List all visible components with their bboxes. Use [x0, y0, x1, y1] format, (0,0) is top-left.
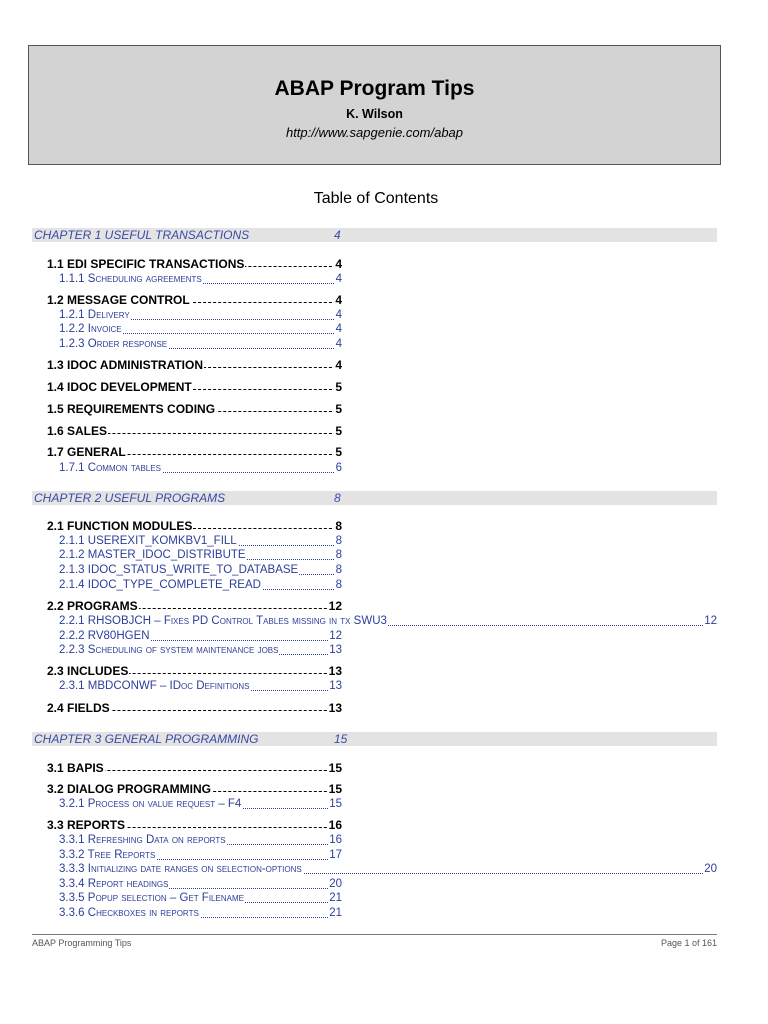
toc-section-entry[interactable] — [47, 402, 342, 417]
toc-entry-page: 5 — [335, 445, 342, 459]
toc-entry-title: 2.4 FIELDS — [47, 701, 110, 715]
footer-title: ABAP Programming Tips — [32, 938, 132, 948]
toc-entry-page: 8 — [335, 549, 342, 561]
toc-entry-page: 4 — [335, 309, 342, 321]
toc-subsection-entry[interactable] — [59, 273, 342, 286]
toc-entry-page: 6 — [335, 462, 342, 474]
toc-subsection-entry[interactable] — [59, 680, 342, 693]
toc-entry-page: 4 — [335, 257, 342, 271]
toc-entry-page: 12 — [704, 615, 717, 627]
toc-entry-title: 2.2 PROGRAMS — [47, 599, 138, 613]
toc-section-entry[interactable] — [47, 257, 342, 272]
toc-section-entry[interactable] — [47, 818, 342, 833]
toc-entry-page: 13 — [329, 644, 342, 656]
toc-entry-title: 1.2.2 Invoice — [59, 323, 122, 335]
toc-entry-page: 16 — [329, 834, 342, 846]
document-author: K. Wilson — [346, 107, 403, 121]
toc-chapter-entry[interactable] — [32, 491, 717, 505]
toc-subsection-entry[interactable] — [59, 535, 342, 548]
toc-subsection-entry[interactable] — [59, 564, 342, 577]
toc-entry-title: 2.1 FUNCTION MODULES — [47, 519, 193, 533]
toc-subsection-entry[interactable] — [59, 579, 342, 592]
document-title: ABAP Program Tips — [274, 77, 475, 100]
toc-entry-page: 12 — [328, 599, 342, 613]
toc-subsection-entry[interactable] — [59, 549, 342, 562]
toc-section-entry[interactable] — [47, 782, 342, 797]
toc-entry-page: 8 — [335, 535, 342, 547]
toc-entry-page: 20 — [329, 878, 342, 890]
toc-entry-title: 2.1.2 MASTER_IDOC_DISTRIBUTE — [59, 549, 246, 561]
toc-subsection-entry[interactable] — [59, 892, 342, 905]
toc-entry-title: 2.1.3 IDOC_STATUS_WRITE_TO_DATABASE — [59, 564, 299, 576]
toc-entry-title: 2.2.3 Scheduling of system maintenance jobs — [59, 644, 279, 656]
toc-entry-page: 4 — [335, 338, 342, 350]
toc-subsection-entry[interactable] — [59, 309, 342, 322]
toc-section-entry[interactable] — [47, 424, 342, 439]
toc-entry-page: 8 — [334, 491, 341, 505]
toc-entry-title: 3.3.6 Checkboxes in reports — [59, 907, 199, 919]
footer-divider — [32, 934, 717, 935]
toc-entry-page: 15 — [334, 732, 348, 746]
toc-entry-title: 1.2.1 Delivery — [59, 309, 130, 321]
toc-subsection-entry[interactable] — [59, 323, 342, 336]
toc-subsection-entry[interactable] — [59, 907, 342, 920]
toc-chapter-entry[interactable] — [32, 732, 717, 746]
toc-entry-title: 1.6 SALES — [47, 424, 108, 438]
toc-entry-title: 1.7.1 Common tables — [59, 462, 161, 474]
toc-entry-title: CHAPTER 1 USEFUL TRANSACTIONS — [34, 228, 250, 242]
toc-entry-title: CHAPTER 3 GENERAL PROGRAMMING — [34, 732, 259, 746]
toc-section-entry[interactable] — [47, 701, 342, 716]
toc-entry-title: 3.3.1 Refreshing Data on reports — [59, 834, 226, 846]
toc-entry-page: 21 — [329, 907, 342, 919]
toc-section-entry[interactable] — [47, 599, 342, 614]
toc-entry-title: 3.3.3 Initializing date ranges on selection-options — [59, 863, 302, 875]
toc-entry-page: 8 — [335, 519, 342, 533]
toc-entry-title: 2.2.2 RV80HGEN — [59, 630, 150, 642]
toc-subsection-entry[interactable] — [59, 644, 342, 657]
toc-entry-title: 1.2 MESSAGE CONTROL — [47, 293, 190, 307]
toc-entry-page: 4 — [334, 228, 341, 242]
toc-subsection-entry[interactable] — [59, 338, 342, 351]
toc-entry-title: 1.2.3 Order response — [59, 338, 168, 350]
toc-entry-page: 13 — [328, 664, 342, 678]
toc-entry-page: 17 — [329, 849, 342, 861]
toc-entry-title: 2.1.1 USEREXIT_KOMKBV1_FILL — [59, 535, 237, 547]
toc-chapter-entry[interactable] — [32, 228, 717, 242]
toc-entry-page: 15 — [329, 798, 342, 810]
toc-section-entry[interactable] — [47, 761, 342, 776]
toc-entry-page: 5 — [335, 380, 342, 394]
toc-entry-page: 16 — [328, 818, 342, 832]
toc-entry-title: 3.3 REPORTS — [47, 818, 126, 832]
toc-section-entry[interactable] — [47, 445, 342, 460]
toc-heading: Table of Contents — [313, 190, 439, 207]
toc-section-entry[interactable] — [47, 380, 342, 395]
toc-entry-title: 1.4 IDOC DEVELOPMENT — [47, 380, 192, 394]
toc-entry-title: 1.7 GENERAL — [47, 445, 126, 459]
toc-subsection-entry[interactable] — [59, 863, 717, 876]
footer-page-number: Page 1 of 161 — [660, 938, 717, 948]
toc-entry-page: 5 — [335, 424, 342, 438]
toc-entry-page: 20 — [704, 863, 717, 875]
toc-entry-page: 5 — [335, 402, 342, 416]
toc-subsection-entry[interactable] — [59, 878, 342, 891]
toc-subsection-entry[interactable] — [59, 798, 342, 811]
toc-section-entry[interactable] — [47, 519, 342, 534]
toc-entry-title: 2.3 INCLUDES — [47, 664, 129, 678]
toc-entry-page: 8 — [335, 579, 342, 591]
toc-entry-page: 15 — [328, 761, 342, 775]
toc-entry-title: 1.1 EDI SPECIFIC TRANSACTIONS — [47, 257, 245, 271]
toc-entry-title: 1.1.1 Scheduling agreements — [59, 273, 202, 285]
toc-entry-page: 13 — [329, 680, 342, 692]
toc-section-entry[interactable] — [47, 293, 342, 308]
toc-entry-page: 4 — [335, 323, 342, 335]
toc-subsection-entry[interactable] — [59, 462, 342, 475]
toc-entry-page: 15 — [328, 782, 342, 796]
toc-entry-title: 2.2.1 RHSOBJCH – Fixes PD Control Tables missing in tx SWU3 — [59, 615, 387, 627]
toc-entry-page: 4 — [335, 358, 342, 372]
toc-entry-page: 4 — [335, 293, 342, 307]
toc-subsection-entry[interactable] — [59, 834, 342, 847]
toc-entry-title: 2.3.1 MBDCONWF – IDoc Definitions — [59, 680, 250, 692]
toc-entry-title: 3.3.2 Tree Reports — [59, 849, 156, 861]
toc-section-entry[interactable] — [47, 358, 342, 373]
toc-subsection-entry[interactable] — [59, 615, 717, 628]
toc-entry-title: 3.3.4 Report headings — [59, 878, 169, 890]
toc-entry-page: 21 — [329, 892, 342, 904]
toc-entry-title: 2.1.4 IDOC_TYPE_COMPLETE_READ — [59, 579, 261, 591]
toc-subsection-entry[interactable] — [59, 630, 342, 643]
toc-subsection-entry[interactable] — [59, 849, 342, 862]
toc-entry-page: 4 — [335, 273, 342, 285]
toc-entry-page: 8 — [335, 564, 342, 576]
toc-entry-page: 12 — [329, 630, 342, 642]
toc-entry-title: 3.3.5 Popup selection – Get Filename — [59, 892, 244, 904]
toc-entry-title: CHAPTER 2 USEFUL PROGRAMS — [34, 491, 226, 505]
toc-entry-title: 3.2.1 Process on value request – F4 — [59, 798, 242, 810]
toc-section-entry[interactable] — [47, 664, 342, 679]
toc-entry-page: 13 — [328, 701, 342, 715]
toc-entry-title: 1.3 IDOC ADMINISTRATION — [47, 358, 204, 372]
document-url[interactable]: http://www.sapgenie.com/abap — [285, 125, 464, 140]
toc-entry-title: 1.5 REQUIREMENTS CODING — [47, 402, 216, 416]
toc-entry-title: 3.2 DIALOG PROGRAMMING — [47, 782, 212, 796]
document-header — [28, 45, 721, 165]
toc-entry-title: 3.1 BAPIS — [47, 761, 104, 775]
